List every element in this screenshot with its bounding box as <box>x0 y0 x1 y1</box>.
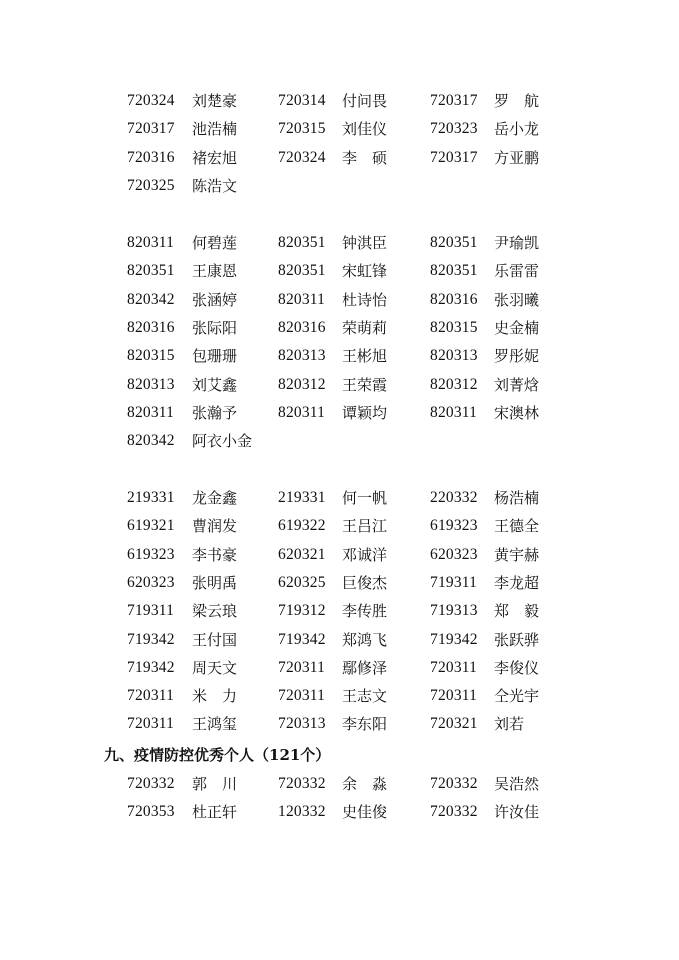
class-code: 720311 <box>127 687 175 705</box>
class-code: 719342 <box>127 630 175 648</box>
student-name: 池浩楠 <box>192 120 238 139</box>
student-name: 罗彤妮 <box>494 347 540 366</box>
student-name: 张羽曦 <box>494 290 540 309</box>
award-group-2-row <box>0 229 679 257</box>
class-code: 820313 <box>127 375 175 393</box>
student-name: 王志文 <box>342 687 388 706</box>
student-name: 罗 航 <box>494 92 540 110</box>
award-group-3-row <box>0 654 679 682</box>
class-code: 720317 <box>430 148 478 166</box>
class-code: 820315 <box>430 318 478 336</box>
class-code: 720332 <box>127 775 175 792</box>
student-name: 杜正轩 <box>192 803 238 822</box>
class-code: 219331 <box>278 489 326 506</box>
student-name: 付问畏 <box>342 92 388 110</box>
student-name: 鄢修泽 <box>342 658 388 677</box>
student-name: 李龙超 <box>494 573 540 592</box>
class-code: 720353 <box>127 803 175 821</box>
class-code: 820316 <box>127 318 175 336</box>
student-name: 尹瑜凯 <box>494 234 540 252</box>
student-name: 吴浩然 <box>494 775 540 793</box>
class-code: 820312 <box>278 375 326 393</box>
student-name: 刘若 <box>494 715 525 734</box>
student-name: 周天文 <box>192 658 238 677</box>
student-name: 郑鸿飞 <box>342 630 388 649</box>
student-name: 曹润发 <box>192 517 238 536</box>
student-name: 杨浩楠 <box>494 489 540 507</box>
award-group-2-row <box>0 314 679 342</box>
award-group-1-row <box>0 172 679 200</box>
student-name: 张涵婷 <box>192 290 238 309</box>
student-name: 梁云琅 <box>192 602 238 621</box>
class-code: 820316 <box>430 290 478 308</box>
class-code: 620323 <box>430 545 478 563</box>
student-name: 包珊珊 <box>192 347 238 366</box>
class-code: 720311 <box>278 687 326 705</box>
class-code: 820313 <box>278 347 326 365</box>
class-code: 720324 <box>278 148 326 166</box>
class-code: 619322 <box>278 517 326 535</box>
class-code: 720313 <box>278 715 326 733</box>
student-name: 荣萌莉 <box>342 318 388 337</box>
student-name: 张瀚予 <box>192 403 238 422</box>
class-code: 719342 <box>127 658 175 676</box>
student-name: 何一帆 <box>342 489 388 507</box>
class-code: 720332 <box>278 775 326 792</box>
student-name: 郭 川 <box>192 775 238 793</box>
student-name: 李 硕 <box>342 148 388 167</box>
class-code: 619323 <box>430 517 478 535</box>
award-group-3-row <box>0 541 679 569</box>
student-name: 王荣霞 <box>342 375 388 394</box>
class-code: 820311 <box>430 403 478 421</box>
class-code: 720321 <box>430 715 478 733</box>
class-code: 720323 <box>430 120 478 138</box>
class-code: 719313 <box>430 602 478 620</box>
class-code: 720314 <box>278 92 326 109</box>
class-code: 820351 <box>430 234 478 251</box>
class-code: 719311 <box>430 573 478 591</box>
award-group-2-row <box>0 286 679 314</box>
class-code: 820351 <box>127 262 175 280</box>
award-group-2-row <box>0 399 679 427</box>
student-name: 何碧莲 <box>192 234 238 252</box>
student-name: 史金楠 <box>494 318 540 337</box>
student-name: 刘艾鑫 <box>192 375 238 394</box>
class-code: 820351 <box>278 234 326 251</box>
student-name: 李东阳 <box>342 715 388 734</box>
student-name: 王付国 <box>192 630 238 649</box>
class-code: 820311 <box>127 403 175 421</box>
class-code: 820342 <box>127 432 175 450</box>
student-name: 张明禹 <box>192 573 238 592</box>
class-code: 619323 <box>127 545 175 563</box>
student-name: 史佳俊 <box>342 803 388 822</box>
class-code: 820312 <box>430 375 478 393</box>
award-group-3-row <box>0 710 679 738</box>
student-name: 刘楚豪 <box>192 92 238 110</box>
epidemic-prevention-row <box>0 798 679 826</box>
class-code: 720311 <box>278 658 326 676</box>
class-code: 719342 <box>430 630 478 648</box>
class-code: 720332 <box>430 803 478 821</box>
student-name: 刘佳仪 <box>342 120 388 139</box>
student-name: 王德全 <box>494 517 540 536</box>
section-heading-epidemic-prevention: 九、疫情防控优秀个人（121个） <box>104 746 331 764</box>
award-group-3-row <box>0 597 679 625</box>
student-name: 王吕江 <box>342 517 388 536</box>
student-name: 李俊仪 <box>494 658 540 677</box>
student-name: 陈浩文 <box>192 176 238 195</box>
award-group-3-row <box>0 484 679 512</box>
class-code: 720325 <box>127 176 175 194</box>
class-code: 820351 <box>278 262 326 280</box>
student-name: 宋澳林 <box>494 403 540 422</box>
class-code: 620321 <box>278 545 326 563</box>
student-name: 张跃骅 <box>494 630 540 649</box>
student-name: 谭颖均 <box>342 403 388 422</box>
student-name: 褚宏旭 <box>192 148 238 167</box>
student-name: 刘菁焓 <box>494 375 540 394</box>
student-name: 郑 毅 <box>494 602 540 621</box>
student-name: 仝光宇 <box>494 687 540 706</box>
class-code: 820316 <box>278 318 326 336</box>
award-group-1-row <box>0 87 679 115</box>
award-group-3-row <box>0 682 679 710</box>
class-code: 720317 <box>430 92 478 109</box>
student-name: 宋虹锋 <box>342 262 388 281</box>
class-code: 820311 <box>278 290 326 308</box>
award-group-1-row <box>0 144 679 172</box>
student-name: 乐雷雷 <box>494 262 540 281</box>
class-code: 120332 <box>278 803 326 821</box>
class-code: 719311 <box>127 602 175 620</box>
class-code: 820313 <box>430 347 478 365</box>
student-name: 王康恩 <box>192 262 238 281</box>
class-code: 619321 <box>127 517 175 535</box>
class-code: 820315 <box>127 347 175 365</box>
class-code: 720315 <box>278 120 326 138</box>
student-name: 阿衣小金 <box>192 432 253 451</box>
class-code: 820311 <box>127 234 175 251</box>
student-name: 王鸿玺 <box>192 715 238 734</box>
student-name: 余 淼 <box>342 775 388 793</box>
student-name: 许汝佳 <box>494 803 540 822</box>
student-name: 米 力 <box>192 687 238 706</box>
student-name: 李书豪 <box>192 545 238 564</box>
student-name: 黄宇赫 <box>494 545 540 564</box>
award-group-2-row <box>0 257 679 285</box>
class-code: 719342 <box>278 630 326 648</box>
award-group-3-row <box>0 512 679 540</box>
award-group-3-row <box>0 626 679 654</box>
student-name: 龙金鑫 <box>192 489 238 507</box>
class-code: 720316 <box>127 148 175 166</box>
student-name: 张际阳 <box>192 318 238 337</box>
student-name: 方亚鹏 <box>494 148 540 167</box>
class-code: 719312 <box>278 602 326 620</box>
class-code: 720332 <box>430 775 478 792</box>
award-group-2-row <box>0 427 679 455</box>
class-code: 219331 <box>127 489 175 506</box>
class-code: 720311 <box>430 658 478 676</box>
epidemic-prevention-row <box>0 770 679 798</box>
class-code: 820342 <box>127 290 175 308</box>
class-code: 720311 <box>127 715 175 733</box>
student-name: 邓诚洋 <box>342 545 388 564</box>
award-group-2-row <box>0 371 679 399</box>
class-code: 820351 <box>430 262 478 280</box>
student-name: 王彬旭 <box>342 347 388 366</box>
award-group-2-row <box>0 342 679 370</box>
student-name: 岳小龙 <box>494 120 540 139</box>
student-name: 钟淇臣 <box>342 234 388 252</box>
student-name: 巨俊杰 <box>342 573 388 592</box>
award-group-1-row <box>0 115 679 143</box>
class-code: 620325 <box>278 573 326 591</box>
class-code: 720311 <box>430 687 478 705</box>
class-code: 220332 <box>430 489 478 506</box>
class-code: 620323 <box>127 573 175 591</box>
class-code: 720317 <box>127 120 175 138</box>
student-name: 李传胜 <box>342 602 388 621</box>
award-group-3-row <box>0 569 679 597</box>
class-code: 820311 <box>278 403 326 421</box>
student-name: 杜诗怡 <box>342 290 388 309</box>
class-code: 720324 <box>127 92 175 109</box>
